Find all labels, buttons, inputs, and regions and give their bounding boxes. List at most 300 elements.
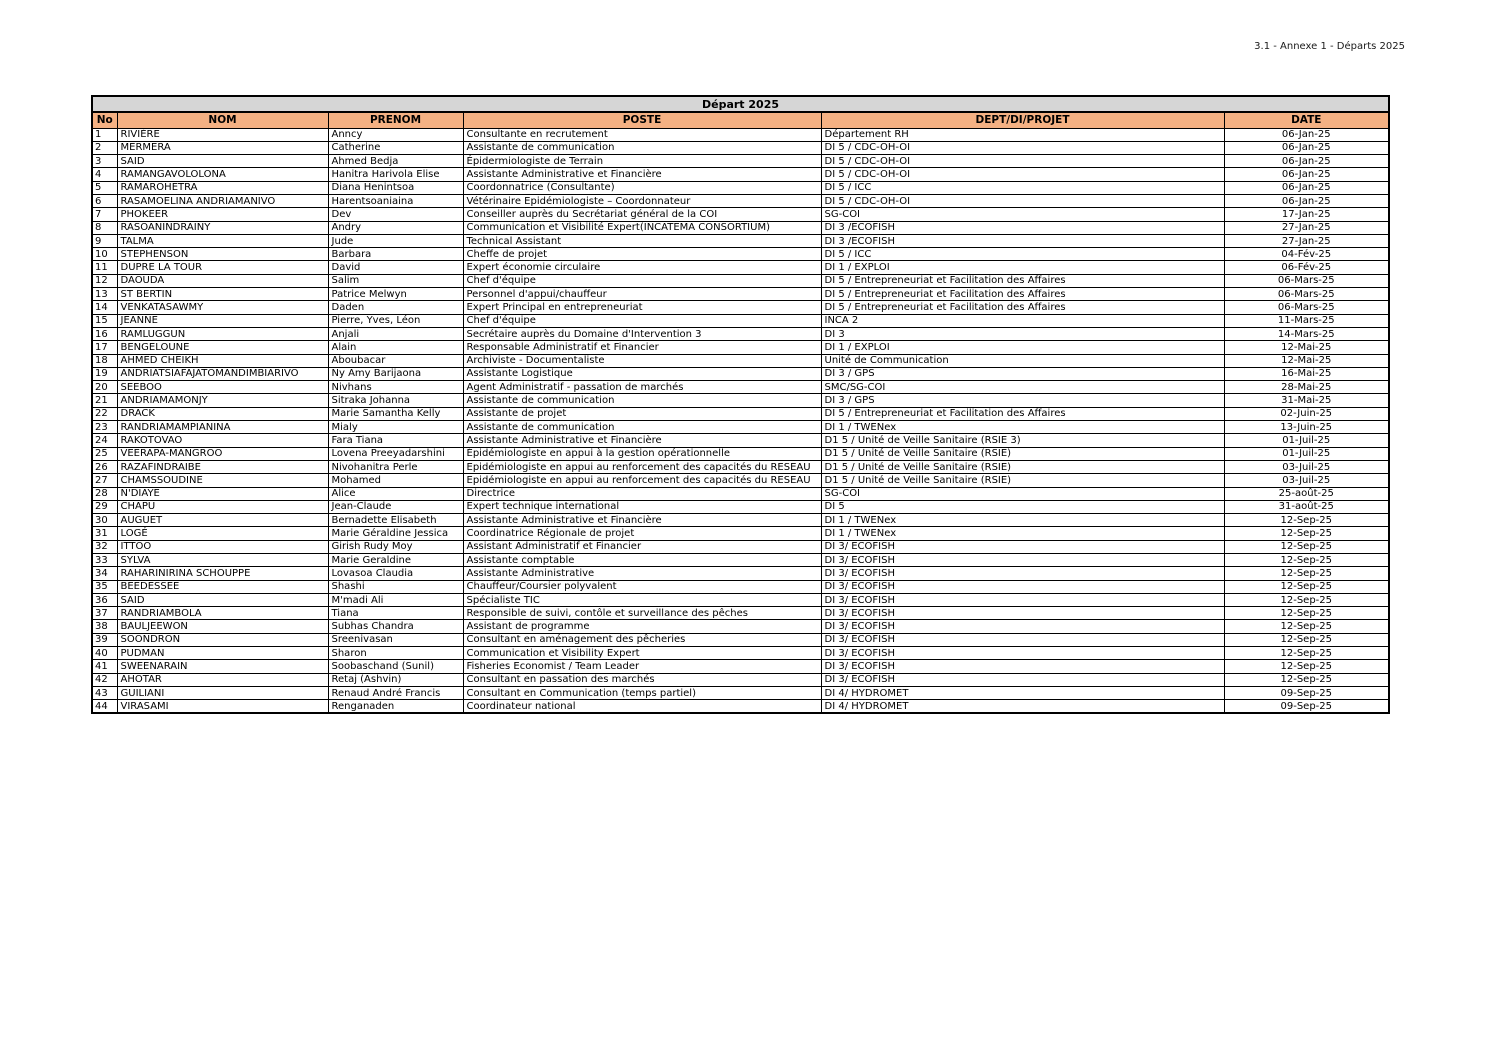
cell-dept-di-projet: DI 5 / Entrepreneuriat et Facilitation des Affaires xyxy=(821,288,1224,301)
table-row xyxy=(92,527,1389,540)
table-title-row xyxy=(92,96,1389,112)
cell-no: 24 xyxy=(92,434,117,447)
cell-date: 28-Mai-25 xyxy=(1224,381,1389,394)
cell-no: 17 xyxy=(92,341,117,354)
table-row xyxy=(92,194,1389,207)
cell-poste: Assistante Administrative xyxy=(463,567,821,580)
cell-nom: RAHARINIRINA SCHOUPPE xyxy=(117,567,328,580)
table-row xyxy=(92,208,1389,221)
cell-poste: Consultant en Communication (temps partiel) xyxy=(463,686,821,699)
column-header-no: No xyxy=(92,112,117,128)
cell-dept-di-projet: DI 3 / GPS xyxy=(821,367,1224,380)
cell-no: 9 xyxy=(92,234,117,247)
cell-date: 27-Jan-25 xyxy=(1224,234,1389,247)
cell-prenom: Dev xyxy=(328,208,463,221)
cell-nom: VIRASAMI xyxy=(117,700,328,713)
cell-no: 31 xyxy=(92,527,117,540)
table-row xyxy=(92,554,1389,567)
cell-date: 06-Jan-25 xyxy=(1224,141,1389,154)
cell-no: 11 xyxy=(92,261,117,274)
table-row xyxy=(92,686,1389,699)
table-row xyxy=(92,327,1389,340)
cell-nom: RANDRIAMBOLA xyxy=(117,607,328,620)
cell-date: 01-Juil-25 xyxy=(1224,447,1389,460)
cell-poste: Responsible de suivi, contôle et surveillance des pêches xyxy=(463,607,821,620)
cell-prenom: Mohamed xyxy=(328,474,463,487)
cell-date: 31-août-25 xyxy=(1224,500,1389,513)
table-header-row xyxy=(92,112,1389,128)
cell-poste: Consultant en aménagement des pêcheries xyxy=(463,633,821,646)
cell-poste: Personnel d'appui/chauffeur xyxy=(463,288,821,301)
cell-dept-di-projet: DI 3 xyxy=(821,327,1224,340)
cell-prenom: Anncy xyxy=(328,128,463,141)
cell-nom: DAOUDA xyxy=(117,274,328,287)
cell-date: 09-Sep-25 xyxy=(1224,700,1389,713)
cell-date: 12-Mai-25 xyxy=(1224,354,1389,367)
cell-dept-di-projet: DI 3/ ECOFISH xyxy=(821,633,1224,646)
cell-date: 06-Mars-25 xyxy=(1224,274,1389,287)
cell-nom: RAMANGAVOLOLONA xyxy=(117,168,328,181)
cell-prenom: David xyxy=(328,261,463,274)
cell-prenom: Sreenivasan xyxy=(328,633,463,646)
cell-date: 06-Jan-25 xyxy=(1224,155,1389,168)
cell-no: 34 xyxy=(92,567,117,580)
cell-nom: BENGELOUNE xyxy=(117,341,328,354)
cell-no: 41 xyxy=(92,660,117,673)
cell-no: 43 xyxy=(92,686,117,699)
cell-poste: Chauffeur/Coursier polyvalent xyxy=(463,580,821,593)
table-row xyxy=(92,700,1389,713)
cell-date: 12-Sep-25 xyxy=(1224,554,1389,567)
cell-date: 12-Sep-25 xyxy=(1224,540,1389,553)
cell-nom: RAMLUGGUN xyxy=(117,327,328,340)
cell-no: 5 xyxy=(92,181,117,194)
table-body xyxy=(92,128,1389,713)
cell-nom: SWEENARAIN xyxy=(117,660,328,673)
cell-date: 14-Mars-25 xyxy=(1224,327,1389,340)
cell-poste: Secrétaire auprès du Domaine d'Intervention 3 xyxy=(463,327,821,340)
cell-no: 25 xyxy=(92,447,117,460)
table-row xyxy=(92,168,1389,181)
cell-no: 38 xyxy=(92,620,117,633)
cell-dept-di-projet: DI 1 / EXPLOI xyxy=(821,341,1224,354)
cell-date: 06-Mars-25 xyxy=(1224,301,1389,314)
cell-dept-di-projet: DI 5 / ICC xyxy=(821,248,1224,261)
cell-prenom: Alain xyxy=(328,341,463,354)
cell-date: 12-Sep-25 xyxy=(1224,567,1389,580)
cell-no: 36 xyxy=(92,593,117,606)
cell-date: 27-Jan-25 xyxy=(1224,221,1389,234)
cell-prenom: Sitraka Johanna xyxy=(328,394,463,407)
cell-poste: Assistante de communication xyxy=(463,421,821,434)
cell-dept-di-projet: DI 5 / ICC xyxy=(821,181,1224,194)
column-header-nom: NOM xyxy=(117,112,328,128)
table-row xyxy=(92,460,1389,473)
cell-no: 16 xyxy=(92,327,117,340)
cell-prenom: Marie Samantha Kelly xyxy=(328,407,463,420)
cell-prenom: Lovasoa Claudia xyxy=(328,567,463,580)
cell-date: 12-Sep-25 xyxy=(1224,660,1389,673)
cell-dept-di-projet: DI 3/ ECOFISH xyxy=(821,593,1224,606)
cell-dept-di-projet: SG-COI xyxy=(821,208,1224,221)
cell-poste: Conseiller auprès du Secrétariat général de la COI xyxy=(463,208,821,221)
cell-poste: Assistante Administrative et Financière xyxy=(463,514,821,527)
cell-date: 06-Jan-25 xyxy=(1224,168,1389,181)
cell-nom: ITTOO xyxy=(117,540,328,553)
cell-no: 12 xyxy=(92,274,117,287)
table-row xyxy=(92,261,1389,274)
cell-no: 42 xyxy=(92,673,117,686)
departures-table xyxy=(91,95,1390,714)
cell-dept-di-projet: D1 5 / Unité de Veille Sanitaire (RSIE) xyxy=(821,447,1224,460)
cell-nom: STEPHENSON xyxy=(117,248,328,261)
cell-prenom: Marie Geraldine xyxy=(328,554,463,567)
cell-date: 11-Mars-25 xyxy=(1224,314,1389,327)
cell-no: 8 xyxy=(92,221,117,234)
cell-dept-di-projet: DI 3/ ECOFISH xyxy=(821,580,1224,593)
cell-nom: RAZAFINDRAIBE xyxy=(117,460,328,473)
cell-dept-di-projet: DI 3 /ECOFISH xyxy=(821,221,1224,234)
cell-prenom: Catherine xyxy=(328,141,463,154)
cell-prenom: M'madi Ali xyxy=(328,593,463,606)
cell-poste: Assistante comptable xyxy=(463,554,821,567)
cell-nom: SYLVA xyxy=(117,554,328,567)
table-row xyxy=(92,128,1389,141)
cell-prenom: Mialy xyxy=(328,421,463,434)
cell-no: 3 xyxy=(92,155,117,168)
cell-date: 06-Jan-25 xyxy=(1224,128,1389,141)
cell-dept-di-projet: DI 3/ ECOFISH xyxy=(821,673,1224,686)
cell-dept-di-projet: DI 3 / GPS xyxy=(821,394,1224,407)
cell-dept-di-projet: SMC/SG-COI xyxy=(821,381,1224,394)
cell-dept-di-projet: DI 4/ HYDROMET xyxy=(821,700,1224,713)
cell-prenom: Subhas Chandra xyxy=(328,620,463,633)
cell-dept-di-projet: DI 3/ ECOFISH xyxy=(821,607,1224,620)
cell-no: 39 xyxy=(92,633,117,646)
cell-prenom: Barbara xyxy=(328,248,463,261)
table-row xyxy=(92,367,1389,380)
cell-nom: SEEBOO xyxy=(117,381,328,394)
corner-note: 3.1 - Annexe 1 - Départs 2025 xyxy=(1254,41,1405,52)
cell-date: 06-Fév-25 xyxy=(1224,261,1389,274)
cell-dept-di-projet: DI 1 / TWENex xyxy=(821,421,1224,434)
cell-dept-di-projet: DI 5 / CDC-OH-OI xyxy=(821,194,1224,207)
table-row xyxy=(92,274,1389,287)
table-row xyxy=(92,381,1389,394)
cell-dept-di-projet: DI 5 / CDC-OH-OI xyxy=(821,141,1224,154)
cell-prenom: Anjali xyxy=(328,327,463,340)
cell-prenom: Ny Amy Barijaona xyxy=(328,367,463,380)
cell-prenom: Hanitra Harivola Elise xyxy=(328,168,463,181)
cell-prenom: Andry xyxy=(328,221,463,234)
cell-dept-di-projet: DI 4/ HYDROMET xyxy=(821,686,1224,699)
cell-poste: Consultante en recrutement xyxy=(463,128,821,141)
cell-poste: Responsable Administratif et Financier xyxy=(463,341,821,354)
cell-poste: Epidémiologiste en appui au renforcement des capacités du RESEAU xyxy=(463,460,821,473)
cell-poste: Communication et Visibilité Expert(INCATEMA CONSORTIUM) xyxy=(463,221,821,234)
cell-prenom: Fara Tiana xyxy=(328,434,463,447)
table-row xyxy=(92,660,1389,673)
cell-prenom: Aboubacar xyxy=(328,354,463,367)
cell-no: 10 xyxy=(92,248,117,261)
cell-date: 12-Sep-25 xyxy=(1224,620,1389,633)
cell-nom: VENKATASAWMY xyxy=(117,301,328,314)
table-row xyxy=(92,301,1389,314)
cell-poste: Archiviste - Documentaliste xyxy=(463,354,821,367)
cell-nom: RASAMOELINA ANDRIAMANIVO xyxy=(117,194,328,207)
cell-nom: AUGUET xyxy=(117,514,328,527)
cell-date: 12-Sep-25 xyxy=(1224,527,1389,540)
table-row xyxy=(92,181,1389,194)
cell-date: 06-Jan-25 xyxy=(1224,194,1389,207)
cell-date: 04-Fév-25 xyxy=(1224,248,1389,261)
cell-poste: Assistante de communication xyxy=(463,141,821,154)
cell-date: 02-Juin-25 xyxy=(1224,407,1389,420)
column-header-prenom: PRENOM xyxy=(328,112,463,128)
cell-nom: ST BERTIN xyxy=(117,288,328,301)
cell-dept-di-projet: D1 5 / Unité de Veille Sanitaire (RSIE) xyxy=(821,460,1224,473)
cell-prenom: Lovena Preeyadarshini xyxy=(328,447,463,460)
cell-prenom: Girish Rudy Moy xyxy=(328,540,463,553)
cell-prenom: Sharon xyxy=(328,647,463,660)
cell-no: 40 xyxy=(92,647,117,660)
cell-poste: Expert économie circulaire xyxy=(463,261,821,274)
cell-nom: AHOTAR xyxy=(117,673,328,686)
cell-date: 12-Sep-25 xyxy=(1224,633,1389,646)
cell-prenom: Renganaden xyxy=(328,700,463,713)
table-title: Départ 2025 xyxy=(92,96,1389,112)
cell-nom: TALMA xyxy=(117,234,328,247)
cell-dept-di-projet: DI 3/ ECOFISH xyxy=(821,554,1224,567)
cell-prenom: Marie Géraldine Jessica xyxy=(328,527,463,540)
cell-prenom: Nivhans xyxy=(328,381,463,394)
table-row xyxy=(92,487,1389,500)
cell-no: 30 xyxy=(92,514,117,527)
cell-date: 31-Mai-25 xyxy=(1224,394,1389,407)
cell-dept-di-projet: D1 5 / Unité de Veille Sanitaire (RSIE) xyxy=(821,474,1224,487)
cell-nom: BEEDESSEE xyxy=(117,580,328,593)
cell-poste: Chef d'équipe xyxy=(463,274,821,287)
cell-dept-di-projet: DI 1 / TWENex xyxy=(821,527,1224,540)
table-row xyxy=(92,474,1389,487)
cell-dept-di-projet: INCA 2 xyxy=(821,314,1224,327)
cell-no: 20 xyxy=(92,381,117,394)
cell-no: 33 xyxy=(92,554,117,567)
cell-poste: Assistante Logistique xyxy=(463,367,821,380)
cell-dept-di-projet: DI 5 xyxy=(821,500,1224,513)
cell-prenom: Ahmed Bedja xyxy=(328,155,463,168)
cell-nom: RIVIÈRE xyxy=(117,128,328,141)
cell-prenom: Patrice Melwyn xyxy=(328,288,463,301)
cell-no: 7 xyxy=(92,208,117,221)
cell-dept-di-projet: DI 5 / Entrepreneuriat et Facilitation des Affaires xyxy=(821,274,1224,287)
cell-dept-di-projet: DI 3/ ECOFISH xyxy=(821,620,1224,633)
cell-date: 25-août-25 xyxy=(1224,487,1389,500)
cell-date: 13-Juin-25 xyxy=(1224,421,1389,434)
table-row xyxy=(92,314,1389,327)
cell-poste: Assistante Administrative et Financière xyxy=(463,168,821,181)
cell-dept-di-projet: DI 5 / CDC-OH-OI xyxy=(821,155,1224,168)
cell-poste: Cheffe de projet xyxy=(463,248,821,261)
cell-nom: ANDRIAMAMONJY xyxy=(117,394,328,407)
cell-prenom: Bernadette Elisabeth xyxy=(328,514,463,527)
cell-no: 18 xyxy=(92,354,117,367)
cell-poste: Épidermiologiste de Terrain xyxy=(463,155,821,168)
cell-prenom: Retaj (Ashvin) xyxy=(328,673,463,686)
column-header-date: DATE xyxy=(1224,112,1389,128)
cell-poste: Assistante de projet xyxy=(463,407,821,420)
table-row xyxy=(92,633,1389,646)
cell-no: 15 xyxy=(92,314,117,327)
cell-nom: RASOANINDRAINY xyxy=(117,221,328,234)
cell-nom: VEERAPA-MANGROO xyxy=(117,447,328,460)
cell-prenom: Pierre, Yves, Léon xyxy=(328,314,463,327)
table-row xyxy=(92,421,1389,434)
cell-dept-di-projet: DI 1 / EXPLOI xyxy=(821,261,1224,274)
table-row xyxy=(92,593,1389,606)
cell-no: 37 xyxy=(92,607,117,620)
table-row xyxy=(92,500,1389,513)
table-row xyxy=(92,407,1389,420)
departures-table-container xyxy=(91,95,1390,714)
table-row xyxy=(92,248,1389,261)
cell-no: 35 xyxy=(92,580,117,593)
cell-dept-di-projet: DI 3/ ECOFISH xyxy=(821,540,1224,553)
cell-prenom: Salim xyxy=(328,274,463,287)
table-row xyxy=(92,620,1389,633)
cell-no: 23 xyxy=(92,421,117,434)
cell-dept-di-projet: DI 3/ ECOFISH xyxy=(821,647,1224,660)
cell-poste: Coordinatrice Régionale de projet xyxy=(463,527,821,540)
cell-no: 27 xyxy=(92,474,117,487)
cell-nom: DRACK xyxy=(117,407,328,420)
cell-no: 21 xyxy=(92,394,117,407)
cell-poste: Fisheries Economist / Team Leader xyxy=(463,660,821,673)
table-row xyxy=(92,141,1389,154)
table-row xyxy=(92,647,1389,660)
cell-prenom: Diana Henintsoa xyxy=(328,181,463,194)
cell-poste: Assistante Administrative et Financière xyxy=(463,434,821,447)
cell-poste: Epidémiologiste en appui au renforcement des capacités du RESEAU xyxy=(463,474,821,487)
cell-prenom: Daden xyxy=(328,301,463,314)
cell-dept-di-projet: DI 3 /ECOFISH xyxy=(821,234,1224,247)
cell-poste: Chef d'équipe xyxy=(463,314,821,327)
cell-dept-di-projet: DI 5 / Entrepreneuriat et Facilitation des Affaires xyxy=(821,301,1224,314)
table-row xyxy=(92,394,1389,407)
cell-date: 12-Sep-25 xyxy=(1224,514,1389,527)
cell-dept-di-projet: Unité de Communication xyxy=(821,354,1224,367)
cell-poste: Spécialiste TIC xyxy=(463,593,821,606)
table-row xyxy=(92,354,1389,367)
cell-nom: LOGÉ xyxy=(117,527,328,540)
cell-poste: Assistant de programme xyxy=(463,620,821,633)
table-row xyxy=(92,540,1389,553)
table-row xyxy=(92,155,1389,168)
cell-prenom: Jean-Claude xyxy=(328,500,463,513)
table-row xyxy=(92,221,1389,234)
cell-date: 09-Sep-25 xyxy=(1224,686,1389,699)
cell-no: 29 xyxy=(92,500,117,513)
cell-no: 28 xyxy=(92,487,117,500)
cell-date: 01-Juil-25 xyxy=(1224,434,1389,447)
cell-poste: Communication et Visibility Expert xyxy=(463,647,821,660)
cell-nom: ANDRIATSIAFAJATOMANDIMBIARIVO xyxy=(117,367,328,380)
cell-date: 03-Juil-25 xyxy=(1224,460,1389,473)
table-row xyxy=(92,288,1389,301)
cell-no: 2 xyxy=(92,141,117,154)
cell-poste: Assistante de communication xyxy=(463,394,821,407)
cell-poste: Vétérinaire Epidémiologiste – Coordonnateur xyxy=(463,194,821,207)
cell-dept-di-projet: DI 5 / Entrepreneuriat et Facilitation des Affaires xyxy=(821,407,1224,420)
table-row xyxy=(92,567,1389,580)
cell-poste: Expert Principal en entrepreneuriat xyxy=(463,301,821,314)
cell-nom: SAID xyxy=(117,593,328,606)
cell-dept-di-projet: SG-COI xyxy=(821,487,1224,500)
cell-dept-di-projet: Département RH xyxy=(821,128,1224,141)
cell-prenom: Alice xyxy=(328,487,463,500)
cell-date: 12-Sep-25 xyxy=(1224,673,1389,686)
cell-poste: Agent Administratif - passation de marchés xyxy=(463,381,821,394)
table-row xyxy=(92,447,1389,460)
cell-nom: RAMAROHETRA xyxy=(117,181,328,194)
table-row xyxy=(92,514,1389,527)
cell-poste: Consultant en passation des marchés xyxy=(463,673,821,686)
column-header-poste: POSTE xyxy=(463,112,821,128)
cell-nom: PUDMAN xyxy=(117,647,328,660)
table-row xyxy=(92,607,1389,620)
cell-nom: DUPRE LA TOUR xyxy=(117,261,328,274)
cell-poste: Expert technique international xyxy=(463,500,821,513)
cell-no: 6 xyxy=(92,194,117,207)
cell-nom: RAKOTOVAO xyxy=(117,434,328,447)
cell-no: 26 xyxy=(92,460,117,473)
cell-poste: Assistant Administratif et Financier xyxy=(463,540,821,553)
cell-no: 1 xyxy=(92,128,117,141)
cell-poste: Directrice xyxy=(463,487,821,500)
table-row xyxy=(92,580,1389,593)
cell-nom: RANDRIAMAMPIANINA xyxy=(117,421,328,434)
cell-date: 06-Mars-25 xyxy=(1224,288,1389,301)
cell-prenom: Jude xyxy=(328,234,463,247)
cell-no: 13 xyxy=(92,288,117,301)
cell-nom: SAID xyxy=(117,155,328,168)
cell-prenom: Nivohanitra Perle xyxy=(328,460,463,473)
cell-poste: Coordinateur national xyxy=(463,700,821,713)
cell-nom: SOONDRON xyxy=(117,633,328,646)
cell-nom: GUILIANI xyxy=(117,686,328,699)
cell-date: 06-Jan-25 xyxy=(1224,181,1389,194)
cell-prenom: Shashi xyxy=(328,580,463,593)
cell-no: 22 xyxy=(92,407,117,420)
cell-date: 12-Sep-25 xyxy=(1224,580,1389,593)
cell-prenom: Renaud André Francis xyxy=(328,686,463,699)
cell-nom: JEANNE xyxy=(117,314,328,327)
cell-dept-di-projet: D1 5 / Unité de Veille Sanitaire (RSIE 3) xyxy=(821,434,1224,447)
cell-dept-di-projet: DI 3/ ECOFISH xyxy=(821,660,1224,673)
cell-dept-di-projet: DI 3/ ECOFISH xyxy=(821,567,1224,580)
cell-nom: CHAMSSOUDINE xyxy=(117,474,328,487)
cell-poste: Technical Assistant xyxy=(463,234,821,247)
cell-poste: Coordonnatrice (Consultante) xyxy=(463,181,821,194)
cell-nom: MERMERA xyxy=(117,141,328,154)
cell-date: 17-Jan-25 xyxy=(1224,208,1389,221)
cell-dept-di-projet: DI 1 / TWENex xyxy=(821,514,1224,527)
cell-date: 12-Sep-25 xyxy=(1224,647,1389,660)
cell-no: 32 xyxy=(92,540,117,553)
cell-no: 4 xyxy=(92,168,117,181)
cell-prenom: Harentsoaniaina xyxy=(328,194,463,207)
column-header-dept-di-projet: DEPT/DI/PROJET xyxy=(821,112,1224,128)
